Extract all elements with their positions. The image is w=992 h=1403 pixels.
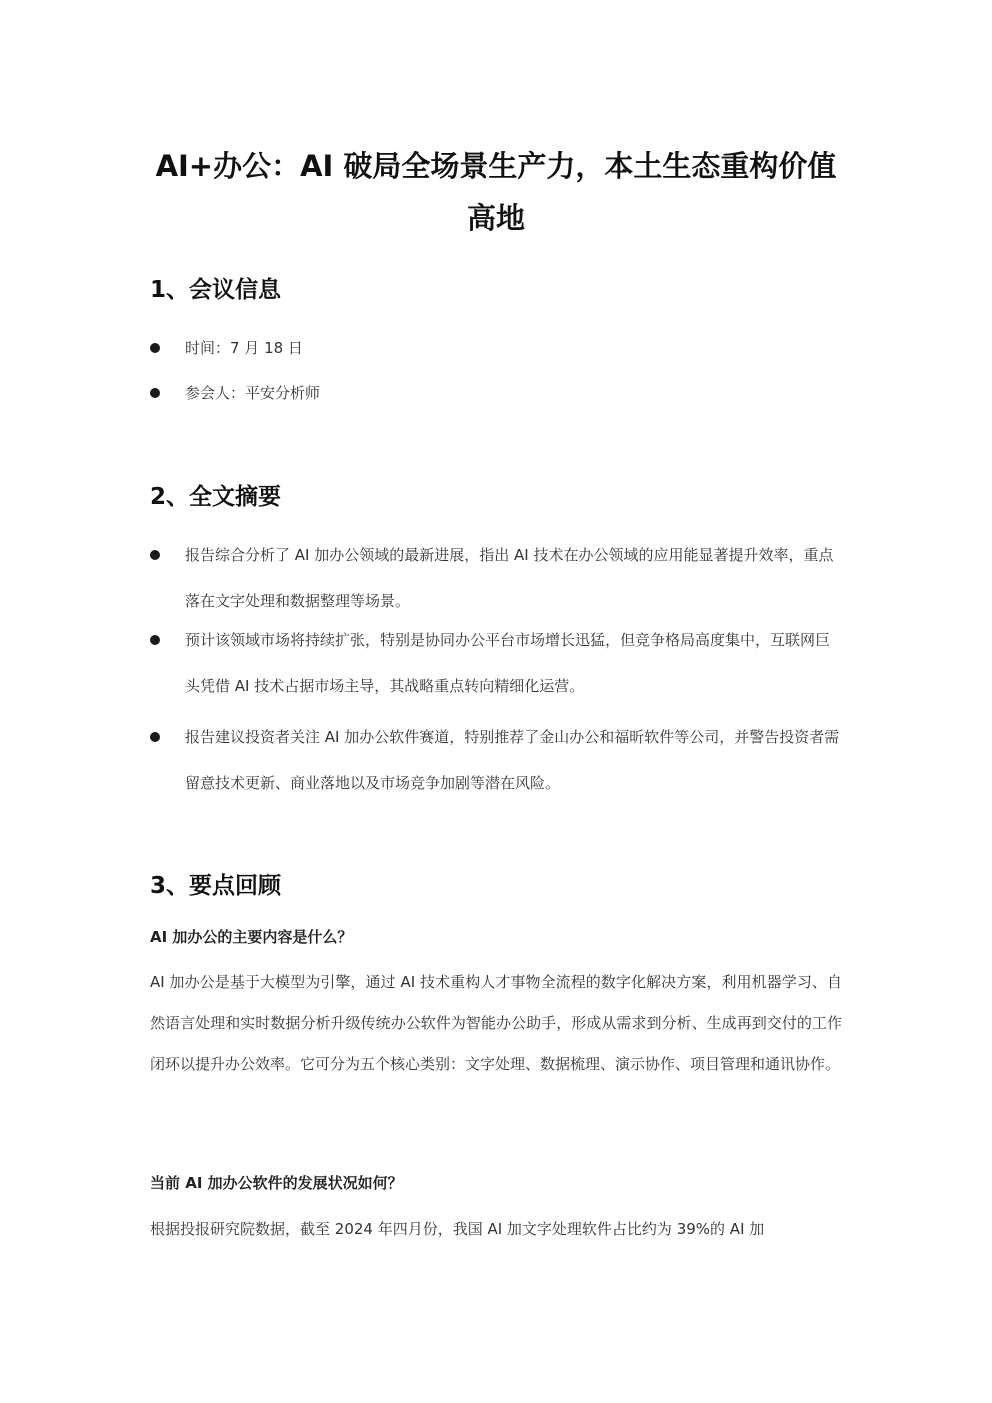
section-heading-meeting-info: 1、会议信息: [150, 277, 282, 303]
document-title: AI+办公：AI 破局全场景生产力，本土生态重构价值高地: [155, 149, 837, 235]
meeting-attendees: 参会人：平安分析师: [185, 384, 321, 402]
section-heading-summary: 2、全文摘要: [150, 484, 282, 510]
list-item: [150, 628, 842, 720]
meeting-time: 时间：7 月 18 日: [185, 339, 303, 357]
bullet-icon: [150, 635, 160, 645]
summary-point: 报告建议投资者关注 AI 加办公软件赛道，特别推荐了金山办公和福昕软件等公司，并警告投资者需留意技术更新、商业落地以及市场竞争加剧等潜在风险。: [185, 728, 840, 792]
question-heading: 当前 AI 加办公软件的发展状况如何？: [150, 1174, 403, 1192]
bullet-icon: [150, 732, 160, 742]
list-item: [150, 336, 842, 360]
summary-point: 报告综合分析了 AI 加办公领域的最新进展，指出 AI 技术在办公领域的应用能显著提升效率，重点落在文字处理和数据整理等场景。: [185, 546, 834, 610]
question-heading: AI 加办公的主要内容是什么？: [150, 928, 353, 946]
bullet-icon: [150, 343, 160, 353]
bullet-icon: [150, 388, 160, 398]
bullet-icon: [150, 550, 160, 560]
answer-paragraph: AI 加办公是基于大模型为引擎，通过 AI 技术重构人才事物全流程的数字化解决方案，利用机器学习、自然语言处理和实时数据分析升级传统办公软件为智能办公助手，形成从需求到分析、生成再到交付的工作闭环以提升办公效率。它可分为五个核心类别：文字处理、数据梳理、演示协作、项目管理和通讯协作。: [150, 973, 842, 1073]
section-heading-key-points: 3、要点回顾: [150, 873, 282, 899]
list-item: [150, 381, 842, 405]
list-item: [150, 725, 842, 817]
answer-paragraph: 根据投报研究院数据，截至 2024 年四月份，我国 AI 加文字处理软件占比约为 39%的 AI 加: [150, 1220, 765, 1238]
summary-point: 预计该领域市场将持续扩张，特别是协同办公平台市场增长迅猛，但竞争格局高度集中，互联网巨头凭借 AI 技术占据市场主导，其战略重点转向精细化运营。: [185, 631, 831, 695]
